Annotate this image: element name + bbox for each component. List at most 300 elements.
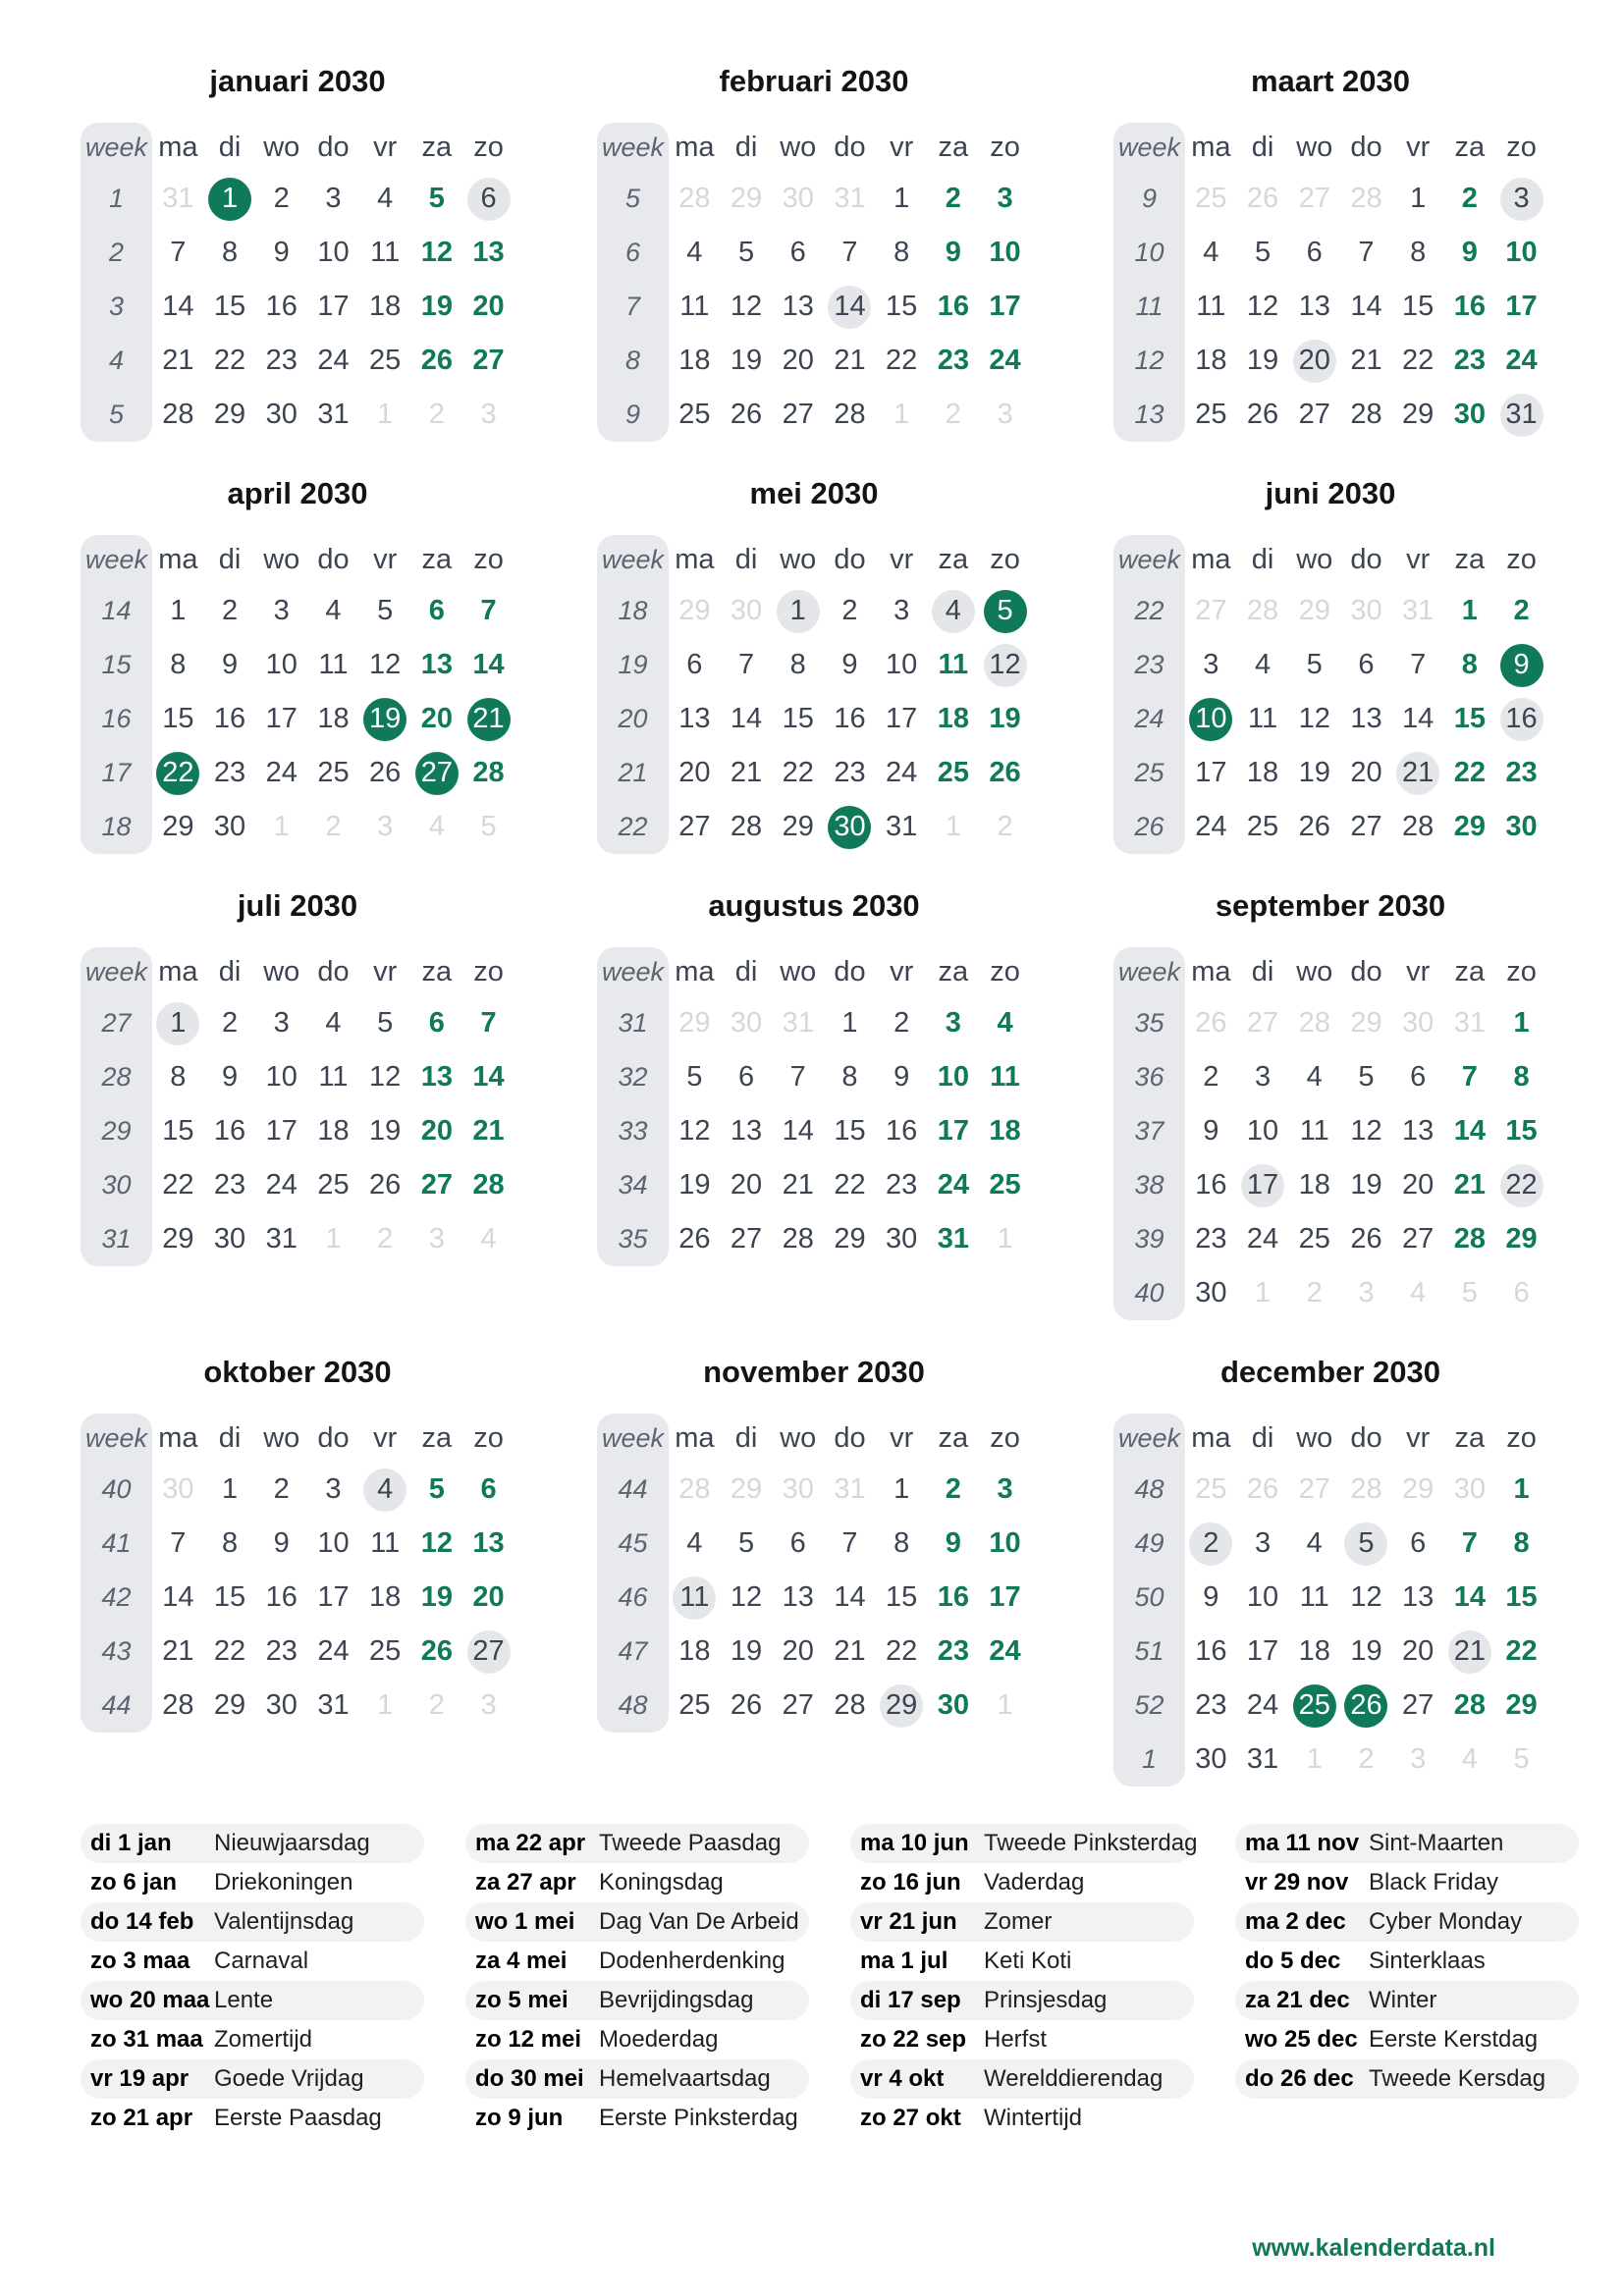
day-header-vr: vr	[1406, 1421, 1431, 1454]
day-number: 11	[679, 291, 710, 322]
day-cell	[824, 1571, 876, 1625]
legend-date: ma 2 dec	[1245, 1908, 1346, 1935]
day-number: 27	[782, 1689, 814, 1721]
day-number: 29	[678, 1007, 711, 1039]
week-number: 34	[597, 1158, 669, 1212]
week-column-header: week	[1113, 535, 1185, 584]
day-header-ma: ma	[675, 543, 715, 575]
week-number: 20	[597, 692, 669, 746]
day-cell	[669, 388, 721, 442]
day-number: 24	[989, 1635, 1021, 1667]
day-cell	[928, 584, 980, 638]
day-number: 24	[886, 757, 918, 788]
day-number: 2	[945, 399, 961, 430]
day-cell	[772, 1212, 824, 1266]
day-number: 9	[221, 649, 239, 680]
day-cell	[721, 1158, 773, 1212]
day-cell	[928, 280, 980, 334]
day-header-do: do	[317, 543, 350, 575]
day-cell	[1185, 1625, 1237, 1679]
day-cell	[411, 692, 463, 746]
day-number: 3	[428, 1223, 445, 1255]
day-cell	[1237, 1463, 1289, 1517]
day-cell	[1237, 638, 1289, 692]
week-number: 5	[597, 172, 669, 226]
day-number: 4	[1306, 1061, 1323, 1093]
day-cell	[1392, 1733, 1444, 1787]
day-number: 27	[1350, 811, 1382, 842]
day-cell	[979, 1571, 1031, 1625]
day-number: 30	[265, 399, 298, 430]
day-number: 30	[782, 183, 814, 214]
day-number: 28	[678, 183, 711, 214]
legend-date: ma 10 jun	[860, 1830, 969, 1856]
day-cell	[1340, 800, 1392, 854]
week-number: 13	[1113, 388, 1185, 442]
day-number: 12	[1246, 291, 1279, 322]
day-number: 24	[317, 345, 350, 376]
day-header-ma: ma	[158, 955, 198, 988]
day-number: 24	[317, 1635, 350, 1667]
day-cell	[1444, 1679, 1496, 1733]
week-column-header: week	[597, 535, 669, 584]
day-header-do: do	[1350, 131, 1382, 163]
day-cell	[255, 1212, 307, 1266]
day-cell	[721, 584, 773, 638]
legend-name: Prinsjesdag	[984, 1987, 1108, 2013]
observance-day: 17	[1241, 1164, 1284, 1207]
day-cell	[1444, 1050, 1496, 1104]
day-number: 2	[428, 399, 445, 430]
day-number: 30	[1350, 595, 1382, 626]
day-cell	[204, 334, 256, 388]
day-number: 17	[1195, 757, 1227, 788]
day-cell	[1495, 1571, 1547, 1625]
day-cell	[824, 1158, 876, 1212]
day-number: 26	[730, 1689, 763, 1721]
day-cell	[772, 1104, 824, 1158]
day-header-wo: wo	[1296, 543, 1333, 575]
holiday-day: 10	[1189, 698, 1232, 741]
day-cell	[772, 1571, 824, 1625]
day-cell	[669, 1050, 721, 1104]
day-header-zo: zo	[990, 543, 1020, 575]
day-cell	[772, 996, 824, 1050]
day-cell	[1288, 584, 1340, 638]
day-cell	[772, 1050, 824, 1104]
day-cell	[928, 1104, 980, 1158]
day-number: 27	[730, 1223, 763, 1255]
legend-date: zo 22 sep	[860, 2026, 967, 2053]
day-cell	[772, 638, 824, 692]
day-number: 18	[989, 1115, 1021, 1147]
day-cell	[359, 746, 411, 800]
day-number: 28	[730, 811, 763, 842]
legend-date: ma 11 nov	[1245, 1830, 1360, 1856]
day-header-vr: vr	[373, 543, 398, 575]
day-number: 15	[834, 1115, 866, 1147]
day-number: 18	[1298, 1635, 1330, 1667]
week-column-header: week	[597, 1414, 669, 1463]
legend-date: ma 22 apr	[475, 1830, 586, 1856]
legend-name: Herfst	[984, 2026, 1048, 2053]
day-number: 29	[782, 811, 814, 842]
day-number: 28	[1453, 1689, 1486, 1721]
day-cell	[1237, 800, 1289, 854]
observance-day: 27	[467, 1630, 511, 1674]
day-cell	[359, 280, 411, 334]
observance-day: 11	[673, 1576, 716, 1620]
day-number: 25	[1298, 1223, 1330, 1255]
day-cell	[152, 1679, 204, 1733]
day-number: 30	[886, 1223, 918, 1255]
legend-date: zo 31 maa	[90, 2026, 203, 2053]
holiday-day: 25	[1293, 1684, 1336, 1728]
day-cell	[462, 1463, 514, 1517]
legend-column-2	[465, 1824, 809, 2138]
day-cell	[359, 1050, 411, 1104]
day-cell	[1340, 388, 1392, 442]
day-header-wo: wo	[1296, 955, 1333, 988]
legend-date: vr 21 jun	[860, 1908, 957, 1935]
day-number: 9	[1461, 237, 1478, 268]
day-number: 22	[782, 757, 814, 788]
legend-date: zo 12 mei	[475, 2026, 582, 2053]
day-number: 13	[1402, 1115, 1435, 1147]
day-number: 3	[893, 595, 910, 626]
day-number: 7	[480, 595, 497, 626]
observance-day: 1	[156, 1002, 199, 1045]
day-cell	[152, 584, 204, 638]
day-cell	[876, 172, 928, 226]
day-cell	[359, 1517, 411, 1571]
day-number: 24	[1505, 345, 1538, 376]
day-number: 31	[937, 1223, 969, 1255]
day-cell	[721, 1517, 773, 1571]
day-number: 2	[893, 1007, 910, 1039]
day-number: 20	[420, 703, 453, 734]
day-header-do: do	[317, 955, 350, 988]
day-cell	[1340, 1212, 1392, 1266]
day-header-zo: zo	[473, 1421, 504, 1454]
week-column-header: week	[1113, 1414, 1185, 1463]
legend-name: Werelddierendag	[984, 2065, 1164, 2092]
day-header-wo: wo	[263, 955, 300, 988]
day-cell	[721, 996, 773, 1050]
day-cell	[204, 1571, 256, 1625]
day-number: 2	[273, 1473, 290, 1505]
day-number: 31	[317, 1689, 350, 1721]
legend-date: zo 3 maa	[90, 1948, 190, 1974]
legend-column-1	[81, 1824, 424, 2138]
day-number: 17	[317, 291, 350, 322]
day-cell	[1288, 388, 1340, 442]
day-cell	[152, 1463, 204, 1517]
day-header-wo: wo	[780, 131, 817, 163]
day-cell	[1495, 1212, 1547, 1266]
day-number: 27	[1298, 183, 1330, 214]
day-number: 7	[1461, 1061, 1478, 1093]
day-cell	[876, 1679, 928, 1733]
day-cell	[204, 1463, 256, 1517]
day-number: 30	[1402, 1007, 1435, 1039]
day-number: 13	[782, 1581, 814, 1613]
week-number: 48	[597, 1679, 669, 1733]
observance-day: 21	[1448, 1630, 1491, 1674]
day-number: 27	[678, 811, 711, 842]
day-header-za: za	[421, 1421, 453, 1454]
day-cell	[1237, 334, 1289, 388]
day-number: 5	[377, 595, 394, 626]
day-cell	[411, 800, 463, 854]
day-cell	[1185, 1050, 1237, 1104]
day-cell	[359, 638, 411, 692]
day-number: 28	[472, 757, 505, 788]
day-cell	[1392, 1463, 1444, 1517]
day-number: 30	[1505, 811, 1538, 842]
legend-date: di 17 sep	[860, 1987, 961, 2013]
month-table	[1113, 535, 1547, 854]
day-number: 22	[1402, 345, 1435, 376]
site-link[interactable]: www.kalenderdata.nl	[1252, 2234, 1495, 2262]
day-cell	[824, 280, 876, 334]
day-cell	[824, 1050, 876, 1104]
legend-item	[465, 2020, 809, 2059]
day-cell	[772, 584, 824, 638]
day-cell	[1444, 996, 1496, 1050]
holiday-day: 30	[828, 806, 871, 849]
day-number: 14	[472, 649, 505, 680]
legend-name: Hemelvaartsdag	[599, 2065, 771, 2092]
day-cell	[772, 226, 824, 280]
day-header-za: za	[421, 543, 453, 575]
week-number: 17	[81, 746, 152, 800]
legend-date: do 14 feb	[90, 1908, 194, 1935]
day-cell	[152, 1104, 204, 1158]
day-number: 1	[221, 1473, 239, 1505]
day-header-ma: ma	[1191, 1421, 1231, 1454]
day-number: 6	[1513, 1277, 1530, 1308]
day-cell	[1495, 1625, 1547, 1679]
day-cell	[1340, 334, 1392, 388]
month-title: september 2030	[1215, 888, 1446, 923]
day-cell	[255, 280, 307, 334]
day-cell	[979, 1050, 1031, 1104]
day-cell	[462, 1679, 514, 1733]
day-cell	[772, 692, 824, 746]
day-cell	[824, 1679, 876, 1733]
day-number: 29	[1505, 1689, 1538, 1721]
holiday-day: 1	[208, 178, 251, 221]
day-cell	[1495, 800, 1547, 854]
legend-name: Wintertijd	[984, 2105, 1083, 2131]
day-cell	[307, 226, 359, 280]
day-cell	[1495, 692, 1547, 746]
day-header-di: di	[734, 543, 758, 575]
day-number: 16	[213, 703, 246, 734]
week-number: 8	[597, 334, 669, 388]
day-number: 18	[317, 703, 350, 734]
week-number: 32	[597, 1050, 669, 1104]
day-number: 1	[377, 399, 394, 430]
day-number: 30	[162, 1473, 194, 1505]
day-cell	[204, 1212, 256, 1266]
day-number: 29	[678, 595, 711, 626]
day-number: 4	[686, 1527, 703, 1559]
day-number: 4	[1306, 1527, 1323, 1559]
day-cell	[152, 692, 204, 746]
day-cell	[411, 172, 463, 226]
day-cell	[255, 388, 307, 442]
day-cell	[307, 388, 359, 442]
day-number: 16	[834, 703, 866, 734]
day-number: 10	[317, 1527, 350, 1559]
legend-item	[465, 2059, 809, 2099]
day-cell	[411, 280, 463, 334]
week-number: 40	[81, 1463, 152, 1517]
day-number: 15	[782, 703, 814, 734]
day-number: 31	[782, 1007, 814, 1039]
day-number: 13	[1402, 1581, 1435, 1613]
legend-date: za 4 mei	[475, 1948, 568, 1974]
day-cell	[1392, 996, 1444, 1050]
day-number: 3	[480, 1689, 497, 1721]
day-number: 9	[1203, 1115, 1219, 1147]
day-number: 9	[841, 649, 858, 680]
day-cell	[1340, 172, 1392, 226]
day-cell	[928, 1517, 980, 1571]
day-number: 2	[945, 183, 961, 214]
day-number: 11	[1196, 291, 1226, 322]
day-number: 23	[937, 1635, 969, 1667]
day-number: 4	[1461, 1743, 1478, 1775]
day-cell	[772, 280, 824, 334]
day-cell	[411, 584, 463, 638]
day-cell	[359, 226, 411, 280]
day-header-do: do	[1350, 955, 1382, 988]
day-number: 12	[730, 291, 763, 322]
month-title: maart 2030	[1250, 64, 1410, 98]
day-number: 31	[1246, 1743, 1279, 1775]
day-header-za: za	[1454, 543, 1486, 575]
day-number: 2	[221, 595, 239, 626]
day-number: 19	[1298, 757, 1330, 788]
day-number: 4	[1410, 1277, 1427, 1308]
day-number: 20	[782, 345, 814, 376]
day-number: 8	[841, 1061, 858, 1093]
day-cell	[1444, 1158, 1496, 1212]
day-number: 5	[1461, 1277, 1478, 1308]
day-header-wo: wo	[1296, 131, 1333, 163]
day-cell	[1237, 226, 1289, 280]
day-cell	[1237, 1050, 1289, 1104]
day-cell	[462, 692, 514, 746]
day-number: 27	[1195, 595, 1227, 626]
day-cell	[1392, 1517, 1444, 1571]
day-cell	[824, 1104, 876, 1158]
day-number: 4	[325, 595, 342, 626]
day-cell	[1444, 638, 1496, 692]
day-cell	[721, 280, 773, 334]
day-number: 24	[1246, 1223, 1279, 1255]
day-cell	[1444, 1571, 1496, 1625]
day-number: 17	[1246, 1635, 1279, 1667]
day-cell	[876, 746, 928, 800]
day-number: 12	[1350, 1581, 1382, 1613]
day-number: 21	[834, 1635, 866, 1667]
month-title: februari 2030	[719, 64, 909, 98]
month-title: december 2030	[1219, 1355, 1441, 1389]
day-number: 3	[997, 399, 1013, 430]
legend-date: di 1 jan	[90, 1830, 172, 1856]
day-cell	[255, 800, 307, 854]
legend-date: do 5 dec	[1245, 1948, 1341, 1974]
day-cell	[1392, 172, 1444, 226]
day-number: 21	[162, 1635, 194, 1667]
day-number: 8	[789, 649, 806, 680]
day-number: 30	[265, 1689, 298, 1721]
day-number: 6	[480, 1473, 497, 1505]
day-number: 28	[834, 1689, 866, 1721]
day-header-za: za	[1454, 955, 1486, 988]
day-header-vr: vr	[890, 955, 914, 988]
day-number: 26	[1246, 1473, 1279, 1505]
day-header-di: di	[218, 131, 242, 163]
day-header-zo: zo	[990, 955, 1020, 988]
day-cell	[669, 1158, 721, 1212]
day-cell	[1288, 226, 1340, 280]
day-cell	[255, 226, 307, 280]
day-number: 23	[213, 1169, 246, 1201]
day-number: 15	[1453, 703, 1486, 734]
day-number: 5	[1513, 1743, 1530, 1775]
month-table	[1113, 947, 1547, 1320]
week-number: 21	[597, 746, 669, 800]
day-number: 5	[480, 811, 497, 842]
day-number: 17	[317, 1581, 350, 1613]
day-number: 5	[1306, 649, 1323, 680]
day-cell	[1495, 1050, 1547, 1104]
day-cell	[1288, 1517, 1340, 1571]
day-cell	[1185, 1733, 1237, 1787]
day-number: 2	[1513, 595, 1530, 626]
week-number: 38	[1113, 1158, 1185, 1212]
day-header-di: di	[1251, 1421, 1274, 1454]
day-number: 29	[730, 1473, 763, 1505]
day-cell	[411, 1571, 463, 1625]
day-number: 19	[420, 291, 453, 322]
day-number: 2	[945, 1473, 961, 1505]
day-cell	[1495, 388, 1547, 442]
day-cell	[721, 746, 773, 800]
day-number: 20	[678, 757, 711, 788]
day-cell	[721, 1463, 773, 1517]
day-cell	[876, 388, 928, 442]
legend-date: vr 4 okt	[860, 2065, 945, 2092]
day-number: 29	[213, 399, 246, 430]
day-cell	[204, 1625, 256, 1679]
day-header-di: di	[734, 1421, 758, 1454]
month-augustus	[597, 883, 1031, 1266]
day-cell	[1392, 1679, 1444, 1733]
week-number: 43	[81, 1625, 152, 1679]
day-number: 11	[938, 649, 969, 680]
day-cell	[255, 172, 307, 226]
day-number: 22	[1453, 757, 1486, 788]
legend-item	[81, 2099, 424, 2138]
day-number: 25	[317, 1169, 350, 1201]
day-number: 28	[1298, 1007, 1330, 1039]
